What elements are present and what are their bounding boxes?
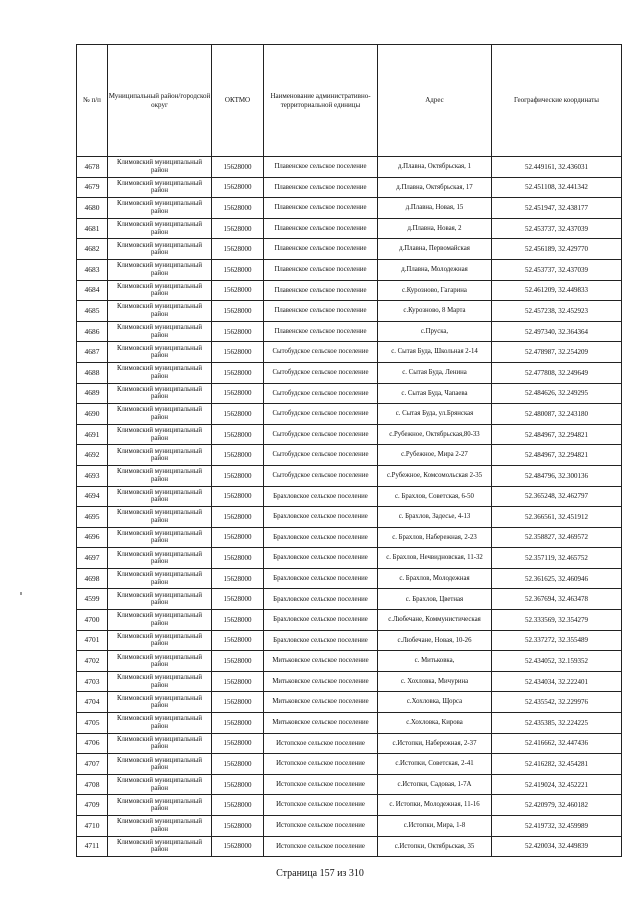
row-coordinates: 52.484626, 32.249295	[492, 383, 622, 404]
row-coordinates: 52.420979, 32.460182	[492, 795, 622, 816]
row-coordinates: 52.484796, 32.300136	[492, 465, 622, 486]
row-address: с. Митьковка,	[378, 651, 492, 672]
row-unit: Плавенское сельское поселение	[264, 259, 378, 280]
row-unit: Брахловское сельское поселение	[264, 486, 378, 507]
row-unit: Брахловское сельское поселение	[264, 568, 378, 589]
row-address: д.Плавна, Молодежная	[378, 259, 492, 280]
row-number: 4697	[77, 548, 108, 569]
row-coordinates: 52.453737, 32.437039	[492, 259, 622, 280]
table-row	[77, 548, 622, 569]
row-coordinates: 52.337272, 32.355489	[492, 630, 622, 651]
row-district: Климовский муниципальный район	[108, 548, 212, 569]
row-district: Климовский муниципальный район	[108, 362, 212, 383]
row-address: с. Сытая Буда, ул.Брянская	[378, 404, 492, 425]
row-district: Климовский муниципальный район	[108, 754, 212, 775]
row-oktmo: 15628000	[212, 774, 264, 795]
row-district: Климовский муниципальный район	[108, 795, 212, 816]
row-oktmo: 15628000	[212, 671, 264, 692]
row-district: Климовский муниципальный район	[108, 671, 212, 692]
row-unit: Истопское сельское поселение	[264, 816, 378, 837]
row-unit: Брахловское сельское поселение	[264, 507, 378, 528]
row-district: Климовский муниципальный район	[108, 301, 212, 322]
row-unit: Истопское сельское поселение	[264, 754, 378, 775]
row-coordinates: 52.497340, 32.364364	[492, 321, 622, 342]
row-number: 4700	[77, 610, 108, 631]
row-oktmo: 15628000	[212, 157, 264, 178]
table-row	[77, 692, 622, 713]
row-oktmo: 15628000	[212, 795, 264, 816]
row-unit: Митьковское сельское поселение	[264, 651, 378, 672]
row-oktmo: 15628000	[212, 321, 264, 342]
row-oktmo: 15628000	[212, 548, 264, 569]
row-number: 4709	[77, 795, 108, 816]
row-number: 4703	[77, 671, 108, 692]
row-district: Климовский муниципальный район	[108, 630, 212, 651]
header-num: № п/п	[77, 45, 108, 157]
table-row	[77, 362, 622, 383]
row-coordinates: 52.451947, 32.438177	[492, 198, 622, 219]
table-row	[77, 177, 622, 198]
row-number: 4710	[77, 816, 108, 837]
row-number: 4696	[77, 527, 108, 548]
row-address: с. Хохловка, Мичурина	[378, 671, 492, 692]
row-unit: Плавенское сельское поселение	[264, 239, 378, 260]
row-oktmo: 15628000	[212, 280, 264, 301]
row-district: Климовский муниципальный район	[108, 589, 212, 610]
row-coordinates: 52.457238, 32.452923	[492, 301, 622, 322]
row-oktmo: 15628000	[212, 754, 264, 775]
row-oktmo: 15628000	[212, 342, 264, 363]
row-number: 4686	[77, 321, 108, 342]
row-number: 4599	[77, 589, 108, 610]
row-address: с. Сытая Буда, Чапаева	[378, 383, 492, 404]
row-oktmo: 15628000	[212, 424, 264, 445]
page-number: Страница 157 из 310	[276, 868, 364, 879]
row-coordinates: 52.333569, 32.354279	[492, 610, 622, 631]
row-unit: Плавенское сельское поселение	[264, 198, 378, 219]
row-address: с. Брахлов, Советская, 6-50	[378, 486, 492, 507]
row-district: Климовский муниципальный район	[108, 465, 212, 486]
row-address: д.Плавна, Новая, 2	[378, 218, 492, 239]
row-district: Климовский муниципальный район	[108, 610, 212, 631]
row-address: с.Рубежное, Мира 2-27	[378, 445, 492, 466]
row-oktmo: 15628000	[212, 218, 264, 239]
row-unit: Сытобудское сельское поселение	[264, 383, 378, 404]
table-row	[77, 259, 622, 280]
row-address: с.Любечане, Новая, 10-26	[378, 630, 492, 651]
header-address: Адрес	[378, 45, 492, 157]
row-oktmo: 15628000	[212, 486, 264, 507]
row-number: 4701	[77, 630, 108, 651]
row-oktmo: 15628000	[212, 177, 264, 198]
row-unit: Брахловское сельское поселение	[264, 610, 378, 631]
row-district: Климовский муниципальный район	[108, 527, 212, 548]
row-unit: Плавенское сельское поселение	[264, 280, 378, 301]
row-oktmo: 15628000	[212, 259, 264, 280]
row-number: 4693	[77, 465, 108, 486]
table-row	[77, 610, 622, 631]
row-coordinates: 52.484967, 32.294821	[492, 445, 622, 466]
document-table-container	[76, 44, 621, 857]
row-oktmo: 15628000	[212, 445, 264, 466]
row-unit: Брахловское сельское поселение	[264, 527, 378, 548]
row-number: 4708	[77, 774, 108, 795]
row-district: Климовский муниципальный район	[108, 239, 212, 260]
header-geo: Географические координаты	[492, 45, 622, 157]
row-district: Климовский муниципальный район	[108, 342, 212, 363]
row-unit: Истопское сельское поселение	[264, 836, 378, 857]
row-address: с.Рубежное, Комсомольская 2-35	[378, 465, 492, 486]
table-row	[77, 404, 622, 425]
table-row	[77, 198, 622, 219]
row-district: Климовский муниципальный район	[108, 733, 212, 754]
row-number: 4702	[77, 651, 108, 672]
table-row	[77, 589, 622, 610]
row-district: Климовский муниципальный район	[108, 713, 212, 734]
row-coordinates: 52.456189, 32.429770	[492, 239, 622, 260]
row-coordinates: 52.449161, 32.436031	[492, 157, 622, 178]
row-address: с.Рубежное, Октябрьская,80-33	[378, 424, 492, 445]
row-unit: Митьковское сельское поселение	[264, 713, 378, 734]
row-oktmo: 15628000	[212, 198, 264, 219]
table-row	[77, 568, 622, 589]
row-coordinates: 52.461209, 32.449833	[492, 280, 622, 301]
row-address: д.Плавна, Первомайская	[378, 239, 492, 260]
row-coordinates: 52.357119, 32.465752	[492, 548, 622, 569]
row-oktmo: 15628000	[212, 713, 264, 734]
row-district: Климовский муниципальный район	[108, 486, 212, 507]
row-oktmo: 15628000	[212, 692, 264, 713]
row-district: Климовский муниципальный район	[108, 836, 212, 857]
row-number: 4679	[77, 177, 108, 198]
table-header-row	[77, 45, 622, 157]
row-address: с.Истопки, Мира, 1-8	[378, 816, 492, 837]
row-address: с.Истопки, Набережная, 2-37	[378, 733, 492, 754]
table-row	[77, 445, 622, 466]
row-coordinates: 52.365248, 32.462797	[492, 486, 622, 507]
row-district: Климовский муниципальный район	[108, 383, 212, 404]
table-row	[77, 774, 622, 795]
header-district: Муниципальный район/городской округ	[108, 45, 212, 157]
row-number: 4691	[77, 424, 108, 445]
row-unit: Истопское сельское поселение	[264, 733, 378, 754]
row-coordinates: 52.435385, 32.224225	[492, 713, 622, 734]
table-row	[77, 383, 622, 404]
table-row	[77, 486, 622, 507]
row-number: 4698	[77, 568, 108, 589]
row-number: 4681	[77, 218, 108, 239]
table-row	[77, 280, 622, 301]
row-district: Климовский муниципальный район	[108, 568, 212, 589]
row-address: с.Курозново, 8 Марта	[378, 301, 492, 322]
row-number: 4685	[77, 301, 108, 322]
row-number: 4689	[77, 383, 108, 404]
row-address: с.Курозново, Гагарина	[378, 280, 492, 301]
row-unit: Сытобудское сельское поселение	[264, 362, 378, 383]
row-oktmo: 15628000	[212, 651, 264, 672]
row-coordinates: 52.477808, 32.249649	[492, 362, 622, 383]
row-unit: Сытобудское сельское поселение	[264, 424, 378, 445]
row-number: 4682	[77, 239, 108, 260]
row-oktmo: 15628000	[212, 362, 264, 383]
row-coordinates: 52.453737, 32.437039	[492, 218, 622, 239]
row-coordinates: 52.416662, 32.447436	[492, 733, 622, 754]
row-coordinates: 52.358827, 32.469572	[492, 527, 622, 548]
row-coordinates: 52.435542, 32.229976	[492, 692, 622, 713]
table-row	[77, 239, 622, 260]
row-district: Климовский муниципальный район	[108, 259, 212, 280]
row-number: 4707	[77, 754, 108, 775]
row-address: с.Истопки, Октябрьская, 35	[378, 836, 492, 857]
row-number: 4688	[77, 362, 108, 383]
row-unit: Брахловское сельское поселение	[264, 630, 378, 651]
row-oktmo: 15628000	[212, 568, 264, 589]
row-address: с.Истопки, Советская, 2-41	[378, 754, 492, 775]
row-district: Климовский муниципальный район	[108, 177, 212, 198]
row-oktmo: 15628000	[212, 610, 264, 631]
row-coordinates: 52.478987, 32.254209	[492, 342, 622, 363]
row-number: 4705	[77, 713, 108, 734]
table-row	[77, 671, 622, 692]
row-unit: Сытобудское сельское поселение	[264, 342, 378, 363]
row-district: Климовский муниципальный район	[108, 651, 212, 672]
table-row	[77, 157, 622, 178]
row-oktmo: 15628000	[212, 836, 264, 857]
row-oktmo: 15628000	[212, 733, 264, 754]
header-oktmo: ОКТМО	[212, 45, 264, 157]
row-district: Климовский муниципальный район	[108, 424, 212, 445]
row-district: Климовский муниципальный район	[108, 198, 212, 219]
row-district: Климовский муниципальный район	[108, 774, 212, 795]
table-row	[77, 795, 622, 816]
row-unit: Плавенское сельское поселение	[264, 157, 378, 178]
row-coordinates: 52.451108, 32.441342	[492, 177, 622, 198]
margin-mark	[20, 592, 22, 595]
row-number: 4692	[77, 445, 108, 466]
table-row	[77, 713, 622, 734]
row-unit: Митьковское сельское поселение	[264, 671, 378, 692]
table-row	[77, 754, 622, 775]
row-district: Климовский муниципальный район	[108, 445, 212, 466]
row-address: с. Брахлов, Задесье, 4-13	[378, 507, 492, 528]
row-oktmo: 15628000	[212, 239, 264, 260]
row-district: Климовский муниципальный район	[108, 321, 212, 342]
row-number: 4680	[77, 198, 108, 219]
row-unit: Плавенское сельское поселение	[264, 321, 378, 342]
row-address: с.Любечане, Коммунистическая	[378, 610, 492, 631]
table-row	[77, 836, 622, 857]
row-number: 4690	[77, 404, 108, 425]
row-coordinates: 52.366561, 32.451912	[492, 507, 622, 528]
row-address: с. Брахлов, Набережная, 2-23	[378, 527, 492, 548]
row-oktmo: 15628000	[212, 383, 264, 404]
header-unit: Наименование административно-территориальной единицы	[264, 45, 378, 157]
row-district: Климовский муниципальный район	[108, 507, 212, 528]
row-coordinates: 52.434052, 32.159352	[492, 651, 622, 672]
row-address: д.Плавна, Новая, 15	[378, 198, 492, 219]
row-coordinates: 52.361625, 32.460946	[492, 568, 622, 589]
row-address: с. Брахлов, Молодежная	[378, 568, 492, 589]
table-row	[77, 527, 622, 548]
row-number: 4711	[77, 836, 108, 857]
row-district: Климовский муниципальный район	[108, 218, 212, 239]
row-address: с. Сытая Буда, Школьная 2-14	[378, 342, 492, 363]
row-address: с.Хохловка, Щорса	[378, 692, 492, 713]
row-address: д.Плавна, Октябрьская, 17	[378, 177, 492, 198]
row-number: 4695	[77, 507, 108, 528]
row-unit: Митьковское сельское поселение	[264, 692, 378, 713]
table-row	[77, 507, 622, 528]
row-oktmo: 15628000	[212, 630, 264, 651]
row-unit: Истопское сельское поселение	[264, 774, 378, 795]
row-unit: Брахловское сельское поселение	[264, 548, 378, 569]
row-oktmo: 15628000	[212, 465, 264, 486]
row-number: 4684	[77, 280, 108, 301]
row-address: с.Пруска,	[378, 321, 492, 342]
row-address: с. Брахлов, Цветная	[378, 589, 492, 610]
row-unit: Плавенское сельское поселение	[264, 301, 378, 322]
settlements-table	[76, 44, 622, 857]
row-coordinates: 52.416282, 32.454281	[492, 754, 622, 775]
row-coordinates: 52.419024, 32.452221	[492, 774, 622, 795]
row-unit: Сытобудское сельское поселение	[264, 465, 378, 486]
table-row	[77, 424, 622, 445]
row-coordinates: 52.367694, 32.463478	[492, 589, 622, 610]
row-coordinates: 52.484967, 32.294821	[492, 424, 622, 445]
row-address: с. Сытая Буда, Ленина	[378, 362, 492, 383]
row-unit: Плавенское сельское поселение	[264, 218, 378, 239]
row-oktmo: 15628000	[212, 589, 264, 610]
row-address: с.Хохловка, Кирова	[378, 713, 492, 734]
table-row	[77, 630, 622, 651]
row-number: 4687	[77, 342, 108, 363]
row-address: с. Истопки, Молодежная, 11-16	[378, 795, 492, 816]
row-oktmo: 15628000	[212, 507, 264, 528]
row-unit: Плавенское сельское поселение	[264, 177, 378, 198]
row-oktmo: 15628000	[212, 301, 264, 322]
row-unit: Брахловское сельское поселение	[264, 589, 378, 610]
row-district: Климовский муниципальный район	[108, 157, 212, 178]
row-coordinates: 52.480087, 32.243180	[492, 404, 622, 425]
row-oktmo: 15628000	[212, 816, 264, 837]
row-district: Климовский муниципальный район	[108, 816, 212, 837]
row-number: 4683	[77, 259, 108, 280]
table-row	[77, 342, 622, 363]
row-number: 4704	[77, 692, 108, 713]
table-row	[77, 465, 622, 486]
table-row	[77, 301, 622, 322]
row-oktmo: 15628000	[212, 527, 264, 548]
row-oktmo: 15628000	[212, 404, 264, 425]
table-row	[77, 321, 622, 342]
row-unit: Сытобудское сельское поселение	[264, 404, 378, 425]
row-number: 4706	[77, 733, 108, 754]
row-address: д.Плавна, Октябрьская, 1	[378, 157, 492, 178]
row-address: с. Брахлов, Нечвидновская, 11-32	[378, 548, 492, 569]
table-row	[77, 816, 622, 837]
row-unit: Истопское сельское поселение	[264, 795, 378, 816]
row-address: с.Истопки, Садовая, 1-7А	[378, 774, 492, 795]
row-district: Климовский муниципальный район	[108, 404, 212, 425]
row-coordinates: 52.434034, 32.222401	[492, 671, 622, 692]
row-district: Климовский муниципальный район	[108, 692, 212, 713]
row-coordinates: 52.420034, 32.449839	[492, 836, 622, 857]
row-unit: Сытобудское сельское поселение	[264, 445, 378, 466]
row-number: 4694	[77, 486, 108, 507]
row-district: Климовский муниципальный район	[108, 280, 212, 301]
table-row	[77, 733, 622, 754]
table-row	[77, 651, 622, 672]
table-row	[77, 218, 622, 239]
row-coordinates: 52.419732, 32.459989	[492, 816, 622, 837]
row-number: 4678	[77, 157, 108, 178]
